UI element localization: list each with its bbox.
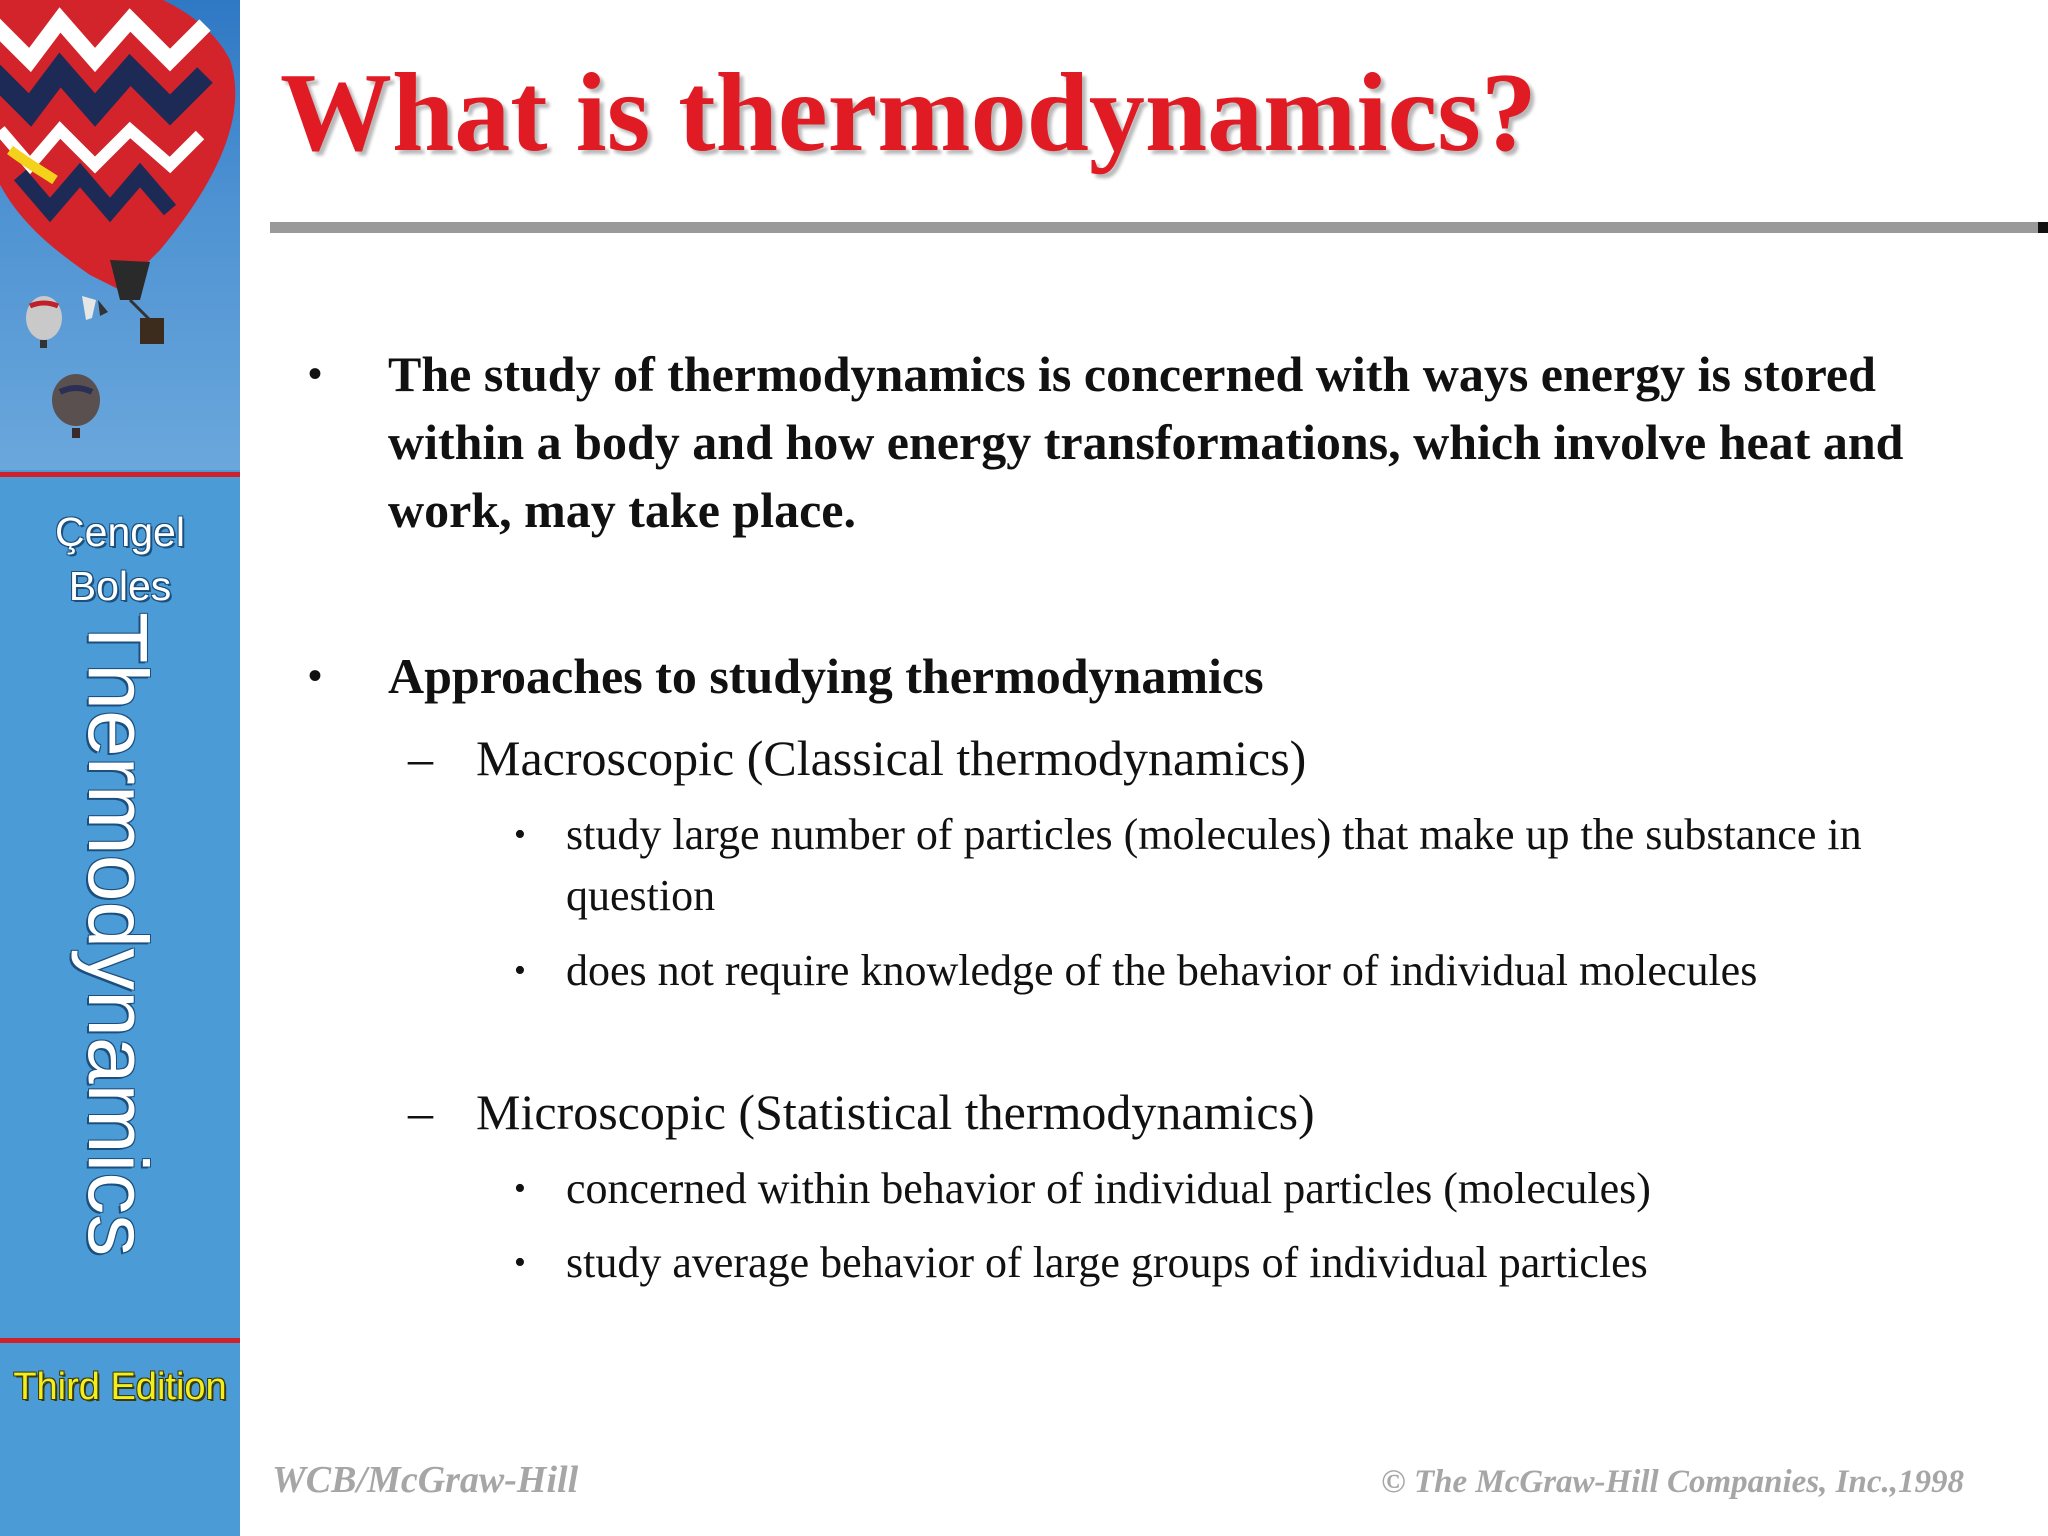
sidebar-divider-top: [0, 472, 240, 477]
detail-text: study average behavior of large groups of individual particles: [566, 1238, 1648, 1287]
copyright-footer: © The McGraw-Hill Companies, Inc.,1998: [1381, 1464, 1964, 1500]
title-underline-end: [2038, 222, 2048, 233]
bullet-marker: •: [308, 653, 323, 698]
sidebar-divider-bottom: [0, 1338, 240, 1343]
title-underline: [270, 222, 2038, 233]
detail-text: does not require knowledge of the behavior of individual molecules: [566, 946, 1758, 995]
sidebar: [0, 0, 240, 1536]
sub-bullet-text: Microscopic (Statistical thermodynamics): [476, 1084, 1315, 1140]
sub-bullet-text: Macroscopic (Classical thermodynamics): [476, 730, 1307, 786]
book-title: Thermodynamics: [71, 612, 165, 1257]
author-name: Çengel: [55, 509, 185, 555]
bullet-marker: •: [514, 952, 526, 989]
dash-marker: –: [408, 730, 433, 786]
bullet-item: [308, 340, 1948, 544]
detail-item: [514, 1158, 1946, 1219]
bullet-marker: •: [514, 816, 526, 853]
slide-title: What is thermodynamics?: [280, 51, 1537, 175]
bullet-marker: •: [514, 1170, 526, 1207]
detail-text: study large number of particles (molecules) that make up the substance in question: [566, 810, 1862, 920]
edition-label: Third Edition: [13, 1366, 227, 1408]
publisher-footer: WCB/McGraw-Hill: [272, 1459, 579, 1501]
bullet-marker: •: [308, 351, 323, 396]
author-name: Boles: [68, 563, 172, 609]
sub-bullet-item: [408, 1078, 1956, 1146]
dash-marker: –: [408, 1084, 433, 1140]
detail-item: [514, 804, 1946, 926]
detail-item: [514, 1232, 1946, 1293]
bullet-text: Approaches to studying thermodynamics: [388, 648, 1264, 704]
sub-bullet-item: [408, 724, 1956, 792]
detail-text: concerned within behavior of individual particles (molecules): [566, 1164, 1651, 1213]
bullet-item: [308, 642, 1948, 710]
balloon-photo: [0, 0, 240, 470]
bullet-text: The study of thermodynamics is concerned with ways energy is stored within a body and how energy transformations, which involve heat and work, may take place.: [388, 346, 1904, 538]
detail-item: [514, 940, 1946, 1001]
bullet-marker: •: [514, 1244, 526, 1281]
hot-air-balloon-icon: [0, 0, 240, 470]
